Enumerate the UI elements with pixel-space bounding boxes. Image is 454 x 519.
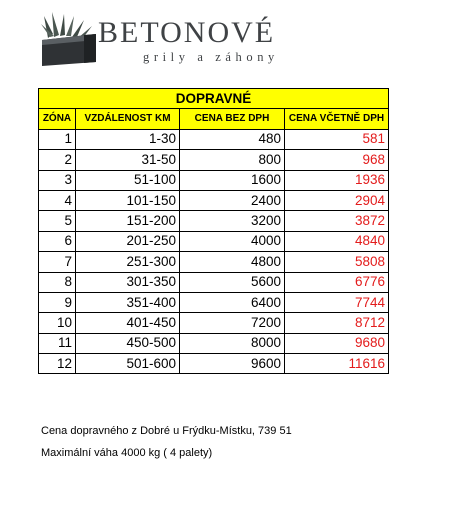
price-incl-vat-cell: 9680 (285, 333, 389, 353)
zone-cell: 2 (39, 150, 76, 170)
column-header-price-incl-vat: CENA VČETNĚ DPH (285, 109, 389, 129)
logo-subtitle: grily a záhony (143, 50, 279, 64)
price-excl-vat-cell: 2400 (180, 190, 285, 210)
transport-price-table (38, 88, 389, 374)
price-excl-vat-cell: 800 (180, 150, 285, 170)
zone-cell: 4 (39, 190, 76, 210)
price-incl-vat-cell: 6776 (285, 272, 389, 292)
price-excl-vat-cell: 3200 (180, 211, 285, 231)
zone-cell: 3 (39, 170, 76, 190)
price-incl-vat-cell: 5808 (285, 252, 389, 272)
zone-cell: 7 (39, 252, 76, 272)
distance-cell: 51-100 (76, 170, 180, 190)
table-row (39, 211, 389, 231)
planter-logo-icon (40, 10, 100, 68)
price-incl-vat-cell: 7744 (285, 292, 389, 312)
price-incl-vat-cell: 2904 (285, 190, 389, 210)
brand-logo (40, 10, 280, 70)
table-row (39, 313, 389, 333)
distance-cell: 151-200 (76, 211, 180, 231)
column-header-distance: VZDÁLENOST KM (76, 109, 180, 129)
price-incl-vat-cell: 8712 (285, 313, 389, 333)
price-incl-vat-cell: 11616 (285, 354, 389, 374)
distance-cell: 251-300 (76, 252, 180, 272)
price-excl-vat-cell: 480 (180, 129, 285, 149)
origin-note: Cena dopravného z Dobré u Frýdku-Místku, 739 51 (41, 425, 292, 437)
distance-cell: 1-30 (76, 129, 180, 149)
zone-cell: 1 (39, 129, 76, 149)
distance-cell: 31-50 (76, 150, 180, 170)
zone-cell: 5 (39, 211, 76, 231)
distance-cell: 201-250 (76, 231, 180, 251)
table-row (39, 231, 389, 251)
table-row (39, 354, 389, 374)
price-excl-vat-cell: 9600 (180, 354, 285, 374)
zone-cell: 6 (39, 231, 76, 251)
price-excl-vat-cell: 1600 (180, 170, 285, 190)
distance-cell: 301-350 (76, 272, 180, 292)
table-row (39, 190, 389, 210)
price-excl-vat-cell: 8000 (180, 333, 285, 353)
price-incl-vat-cell: 1936 (285, 170, 389, 190)
zone-cell: 8 (39, 272, 76, 292)
zone-cell: 12 (39, 354, 76, 374)
table-row (39, 252, 389, 272)
distance-cell: 101-150 (76, 190, 180, 210)
zone-cell: 9 (39, 292, 76, 312)
price-excl-vat-cell: 4000 (180, 231, 285, 251)
price-excl-vat-cell: 5600 (180, 272, 285, 292)
price-incl-vat-cell: 968 (285, 150, 389, 170)
price-excl-vat-cell: 6400 (180, 292, 285, 312)
price-incl-vat-cell: 581 (285, 129, 389, 149)
logo-title: BETONOVÉ (98, 16, 276, 49)
column-header-price-excl-vat: CENA BEZ DPH (180, 109, 285, 129)
distance-cell: 501-600 (76, 354, 180, 374)
table-row (39, 150, 389, 170)
zone-cell: 10 (39, 313, 76, 333)
table-row (39, 272, 389, 292)
table-row (39, 292, 389, 312)
column-header-zone: ZÓNA (39, 109, 76, 129)
weight-note: Maximální váha 4000 kg ( 4 palety) (41, 447, 213, 459)
distance-cell: 450-500 (76, 333, 180, 353)
price-excl-vat-cell: 4800 (180, 252, 285, 272)
table-row (39, 333, 389, 353)
distance-cell: 351-400 (76, 292, 180, 312)
price-incl-vat-cell: 3872 (285, 211, 389, 231)
price-incl-vat-cell: 4840 (285, 231, 389, 251)
table-row (39, 129, 389, 149)
table-title: DOPRAVNÉ (39, 89, 389, 109)
price-excl-vat-cell: 7200 (180, 313, 285, 333)
distance-cell: 401-450 (76, 313, 180, 333)
zone-cell: 11 (39, 333, 76, 353)
table-row (39, 170, 389, 190)
